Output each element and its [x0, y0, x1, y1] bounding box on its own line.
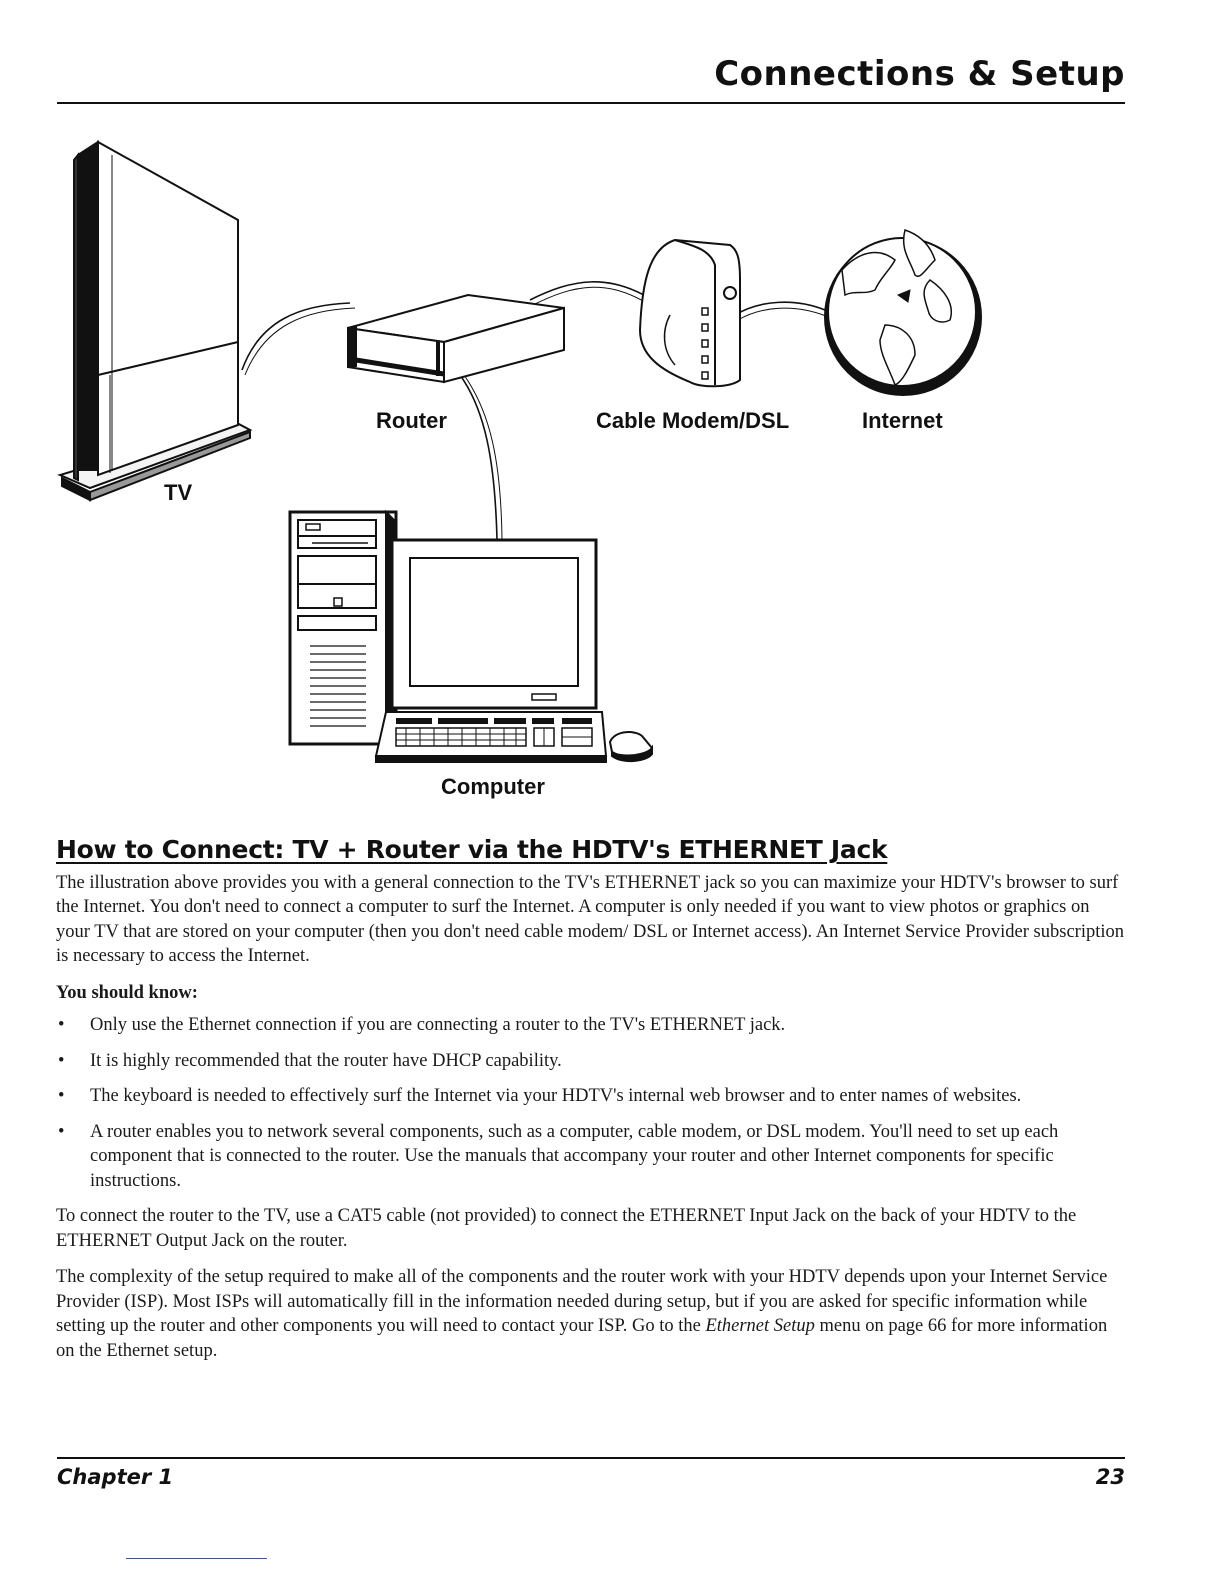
complexity-text-start: The complexity of the setup required to make all of the components and the router work with your HDTV depends upon your Internet Service Provider (ISP). Most ISPs will automatically fill in the information needed during setup, but if you are asked for specific information while setting up the router and other components you will need to contact your ISP. Go to the: [56, 1267, 1108, 1336]
list-item-text: It is highly recommended that the router have DHCP capability.: [90, 1050, 562, 1071]
should-know-label: You should know:: [56, 982, 198, 1003]
intro-paragraph: The illustration above provides you with a general connection to the TV's ETHERNET jack so you can maximize your HDTV's browser to surf the Internet. You don't need to connect a computer to surf the Internet. A computer is only needed if you want to view photos or graphics on your TV that are stored on your computer (then you don't need cable modem/ DSL or Internet access). An Internet Service Provider subscription is necessary to access the Internet.: [56, 872, 1124, 966]
should-know-list: [56, 1013, 1126, 1193]
bullet-icon: •: [58, 1086, 65, 1106]
computer-label: Computer: [441, 774, 545, 799]
cable-modem-illustration: [640, 240, 740, 386]
list-item-text: Only use the Ethernet connection if you are connecting a router to the TV's ETHERNET jack.: [90, 1015, 786, 1035]
bullet-icon: •: [58, 1015, 65, 1035]
list-item: [56, 1013, 1126, 1038]
computer-illustration: [290, 512, 652, 762]
list-item-text: The keyboard is needed to effectively surf the Internet via your HDTV's internal web browser and to enter names of websites.: [90, 1086, 1022, 1106]
list-item: [56, 1084, 1126, 1109]
globe-illustration: [825, 230, 981, 395]
cable-router-modem: [530, 282, 660, 305]
section-heading: How to Connect: TV + Router via the HDTV's ETHERNET Jack: [56, 835, 888, 864]
internet-label: Internet: [862, 408, 943, 433]
connect-paragraph: To connect the router to the TV, use a CAT5 cable (not provided) to connect the ETHERNET Input Jack on the back of your HDTV to the ETHERNET Output Jack on the router.: [56, 1206, 1077, 1251]
footer-divider: [57, 1457, 1125, 1459]
router-label: Router: [376, 408, 447, 433]
page-title: Connections & Setup: [714, 54, 1125, 94]
instructions-section: [56, 835, 1126, 1375]
footer-page-number: 23: [1095, 1465, 1125, 1489]
tv-label: TV: [164, 480, 193, 505]
list-item-text: A router enables you to network several components, such as a computer, cable modem, or DSL modem. You'll need to set up each component that is connected to the router. Use the manuals that accompany your router and other Internet components for specific instructions.: [90, 1121, 1059, 1191]
tv-illustration: [60, 142, 250, 500]
list-item: [56, 1120, 1126, 1194]
router-illustration: [348, 295, 564, 382]
connection-diagram-svg: [50, 120, 1130, 820]
complexity-text-end: menu on page 66 for more information on the Ethernet setup.: [56, 1316, 1108, 1361]
footer-chapter: Chapter 1: [57, 1465, 174, 1489]
page-header: [57, 52, 1125, 104]
list-item: [56, 1049, 1126, 1074]
cable-tv-router: [242, 303, 350, 370]
bullet-icon: •: [58, 1121, 65, 1142]
connection-diagram: [50, 120, 1130, 820]
ethernet-setup-reference: Ethernet Setup: [705, 1316, 815, 1336]
complexity-paragraph: [56, 1265, 1126, 1363]
scan-artifact-line: [126, 1558, 267, 1559]
bullet-icon: •: [58, 1050, 65, 1071]
modem-label: Cable Modem/DSL: [596, 408, 790, 433]
